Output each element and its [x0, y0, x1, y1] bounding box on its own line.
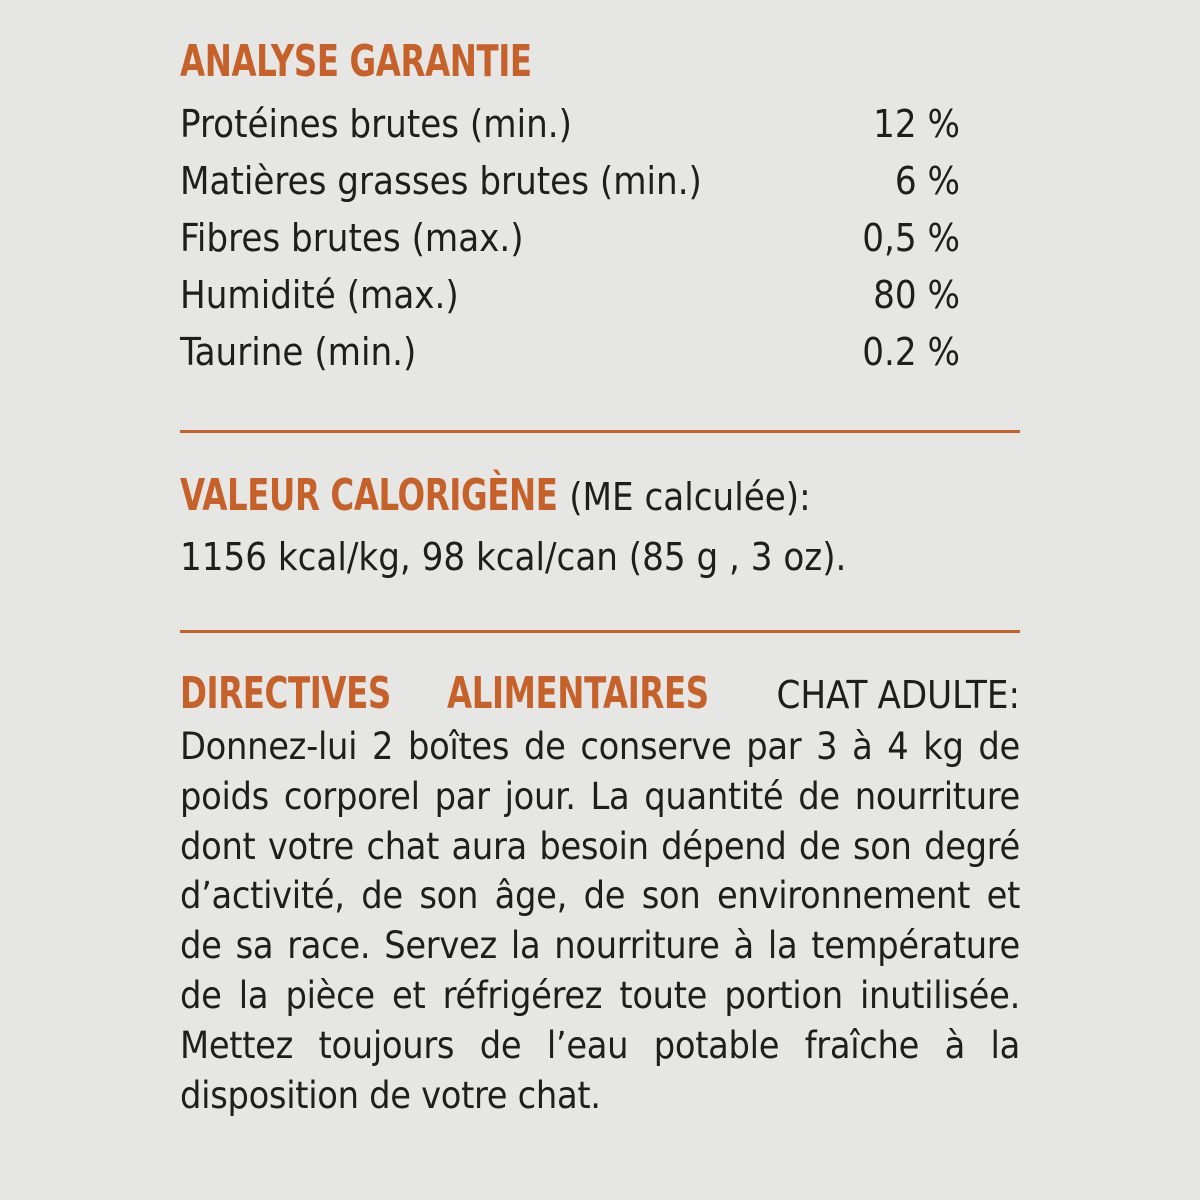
nutrient-value: 0.2 % [862, 330, 960, 374]
nutrient-label: Protéines brutes (min.) [180, 102, 572, 146]
table-row [180, 210, 960, 267]
feeding-heading-word: DIRECTIVES [180, 668, 391, 719]
feeding-heading-word: ALIMENTAIRES [447, 668, 709, 719]
table-row [180, 96, 960, 153]
calorie-heading: VALEUR CALORIGÈNE [180, 470, 558, 521]
nutrient-label: Matières grasses brutes (min.) [180, 159, 702, 203]
nutrient-value: 6 % [894, 159, 960, 203]
nutrient-value: 12 % [873, 102, 960, 146]
nutrient-label: Humidité (max.) [180, 273, 459, 317]
nutrient-value: 0,5 % [862, 216, 960, 260]
table-row [180, 324, 960, 381]
calorie-values: 1156 kcal/kg, 98 kcal/can (85 g , 3 oz). [180, 535, 847, 579]
nutrient-label: Fibres brutes (max.) [180, 216, 524, 260]
feeding-audience-word: CHAT [776, 673, 868, 717]
feeding-instructions: Donnez-lui 2 boîtes de conserve par 3 à 4 kg de poids corporel par jour. La quantité de nourriture dont votre chat aura besoin dépend de son degré d’activité, de son âge, de son environnement et de sa race. Servez la nourriture à la température de la pièce et réfrigérez toute portion inutilisée. Mettez toujours de l’eau potable fraîche à la disposition de votre chat. [180, 724, 1020, 1117]
section-divider [180, 630, 1020, 633]
feeding-audience-word: ADULTE: [877, 673, 1020, 717]
guaranteed-analysis-table [180, 96, 960, 381]
calorie-heading-line [180, 470, 811, 524]
table-row [180, 153, 960, 210]
nutrient-value: 80 % [873, 273, 960, 317]
section-divider [180, 430, 1020, 433]
guaranteed-analysis-heading: ANALYSE GARANTIE [180, 36, 532, 87]
calorie-subtitle: (ME calculée): [558, 475, 811, 519]
table-row [180, 267, 960, 324]
nutrient-label: Taurine (min.) [180, 330, 417, 374]
nutrition-panel [180, 0, 1020, 1200]
feeding-heading-line [180, 668, 1020, 722]
